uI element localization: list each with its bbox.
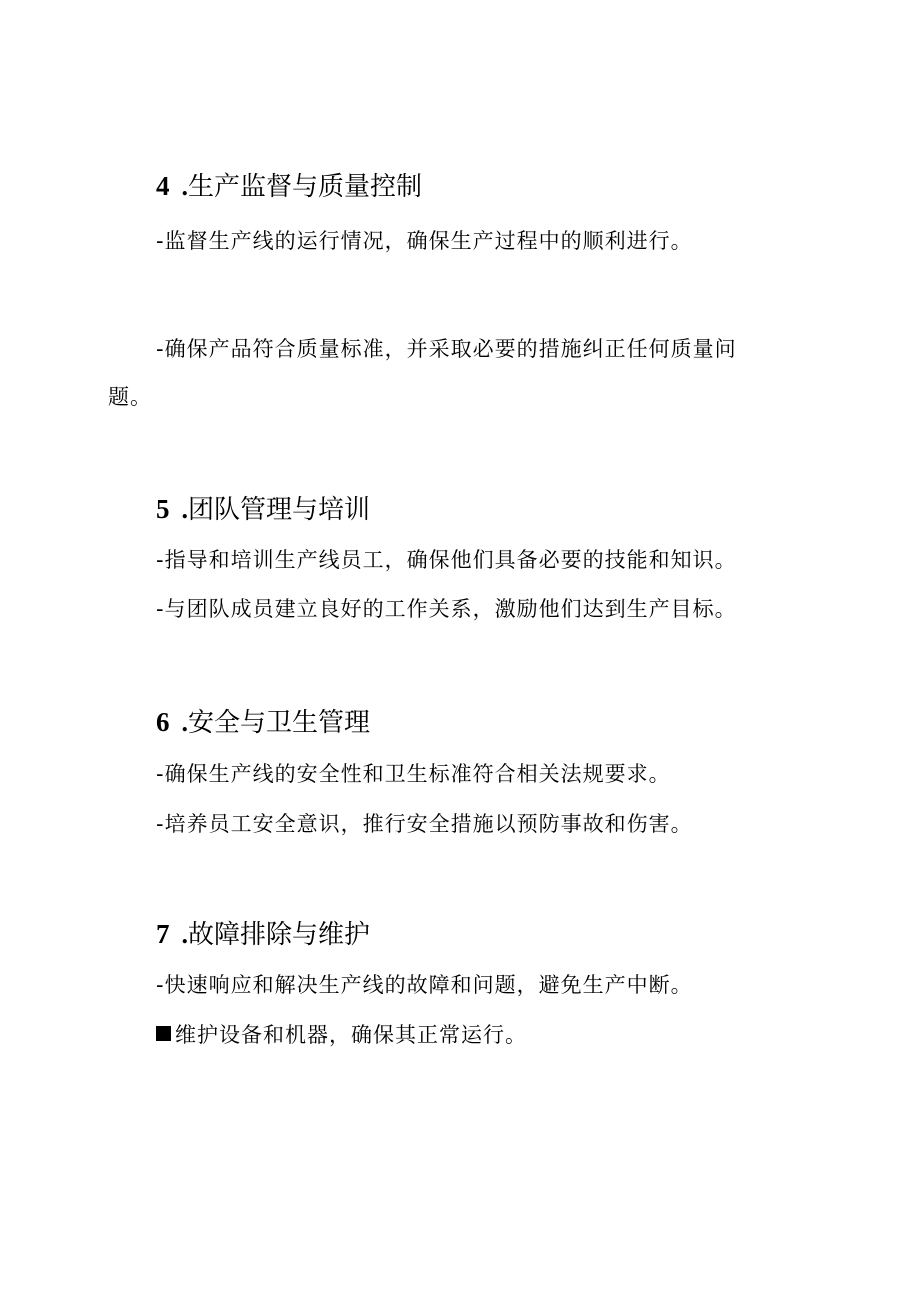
list-item: -培养员工安全意识，推行安全措施以预防事故和伤害。 xyxy=(156,812,693,836)
section-heading-6: 6 .安全与卫生管理 xyxy=(156,707,371,738)
section-number: 6 xyxy=(156,707,170,737)
section-title: 安全与卫生管理 xyxy=(188,708,371,738)
list-item xyxy=(156,1020,527,1050)
section-title: 故障排除与维护 xyxy=(188,920,371,950)
list-item: -快速响应和解决生产线的故障和问题，避免生产中断。 xyxy=(156,973,693,997)
list-item: -与团队成员建立良好的工作关系，激励他们达到生产目标。 xyxy=(156,597,737,621)
list-item-text: 维护设备和机器，确保其正常运行。 xyxy=(175,1023,527,1047)
section-title: 团队管理与培训 xyxy=(188,495,371,525)
list-item: -指导和培训生产线员工，确保他们具备必要的技能和知识。 xyxy=(156,548,737,572)
list-item: -确保生产线的安全性和卫生标准符合相关法规要求。 xyxy=(156,762,671,786)
square-bullet-icon xyxy=(156,1026,171,1041)
section-title: 生产监督与质量控制 xyxy=(188,172,423,202)
list-item-continuation: 题。 xyxy=(108,385,152,409)
section-heading-5: 5 .团队管理与培训 xyxy=(156,494,371,525)
list-item: -确保产品符合质量标准，并采取必要的措施纠正任何质量问 xyxy=(156,337,737,361)
section-number: 5 xyxy=(156,494,170,524)
section-number: 7 xyxy=(156,919,170,949)
section-heading-4: 4 .生产监督与质量控制 xyxy=(156,171,423,202)
section-heading-7: 7 .故障排除与维护 xyxy=(156,919,371,950)
section-number: 4 xyxy=(156,171,170,201)
list-item: -监督生产线的运行情况，确保生产过程中的顺利进行。 xyxy=(156,229,693,253)
